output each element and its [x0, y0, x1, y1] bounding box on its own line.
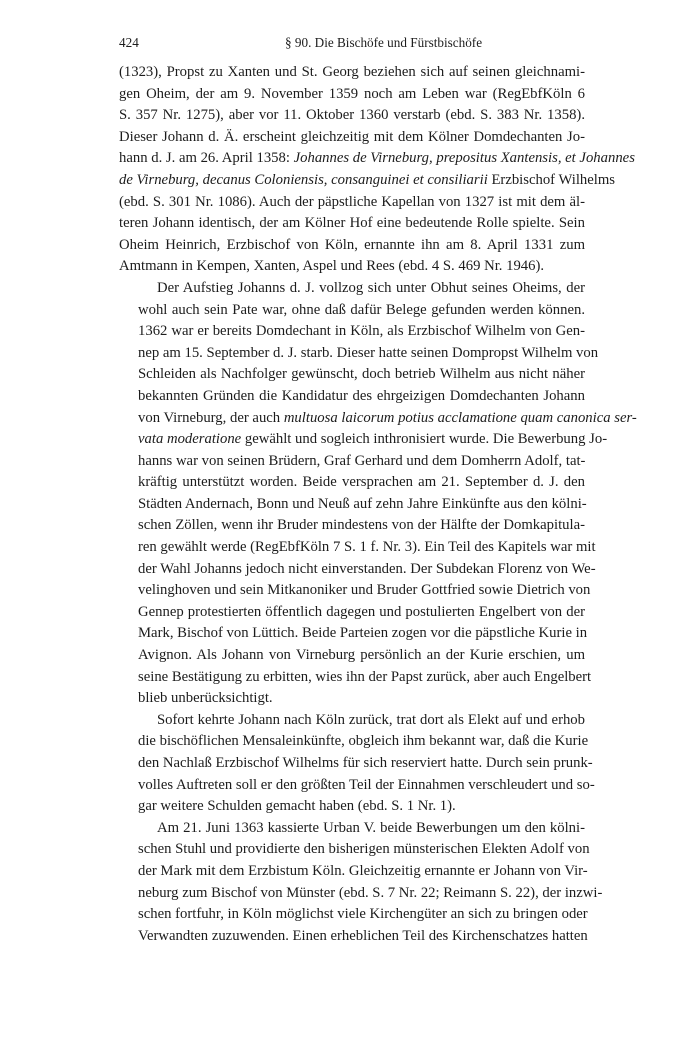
- text-run: Amtmann in Kempen, Xanten, Aspel und Rees (ebd. 4 S. 469 Nr. 1946).: [119, 258, 545, 275]
- text-line: [119, 278, 585, 300]
- body-text: [119, 62, 637, 947]
- text-run: von Virneburg, der auch: [138, 409, 284, 426]
- text-line: [119, 623, 588, 645]
- page-header: [119, 34, 585, 52]
- text-run: S. 357 Nr. 1275), aber vor 11. Oktober 1360 verstarb (ebd. S. 383 Nr. 1358).: [119, 107, 585, 124]
- running-head: § 90. Die Bischöfe und Fürstbischöfe: [285, 35, 483, 50]
- text-line: [119, 408, 637, 430]
- text-line: [119, 904, 588, 926]
- text-line: [119, 883, 603, 905]
- text-run: kräftig unterstützt worden. Beide versprachen am 21. September d. J. den: [138, 474, 585, 491]
- text-run: gewählt und sogleich inthronisiert wurde. Die Bewerbung Jo-: [241, 431, 608, 448]
- text-line: [119, 451, 585, 473]
- text-run: (ebd. S. 301 Nr. 1086). Auch der päpstliche Kapellan von 1327 ist mit dem äl-: [119, 193, 585, 210]
- text-line: [119, 753, 593, 775]
- text-line: [119, 213, 585, 235]
- paragraph: [119, 278, 637, 710]
- text-line: [119, 688, 585, 710]
- text-line: [119, 494, 585, 516]
- text-line: [119, 537, 596, 559]
- text-line: [119, 580, 591, 602]
- text-run: Dieser Johann d. Ä. erscheint gleichzeitig mit dem Kölner Domdechanten Jo-: [119, 128, 585, 145]
- text-run: Verwandten zuzuwenden. Einen erheblichen Teil des Kirchenschatzes hatten: [138, 927, 588, 944]
- text-run: schen fortfuhr, in Köln möglichst viele Kirchengüter an sich zu bringen oder: [138, 906, 588, 923]
- text-run: Der Aufstieg Johanns d. J. vollzog sich unter Obhut seines Oheims, der: [157, 279, 585, 296]
- paragraph: [119, 710, 595, 818]
- italic-text: vata moderatione: [138, 431, 242, 448]
- text-run: blieb unberücksichtigt.: [138, 690, 273, 707]
- text-run: seine Bestätigung zu erbitten, wies ihn der Papst zurück, aber auch Engelbert: [138, 668, 592, 685]
- text-line: [119, 839, 590, 861]
- text-run: bekannten Gründen die Kandidatur des ehrgeizigen Domdechanten Johann: [138, 387, 585, 404]
- text-line: [119, 170, 615, 192]
- text-line: [119, 818, 585, 840]
- text-run: ren gewählt werde (RegEbfKöln 7 S. 1 f. Nr. 3). Ein Teil des Kapitels war mit: [138, 539, 596, 556]
- text-line: [119, 148, 635, 170]
- text-run: Sofort kehrte Johann nach Köln zurück, trat dort als Elekt auf und erhob: [157, 711, 585, 728]
- text-line: [119, 710, 585, 732]
- text-line: [119, 235, 585, 257]
- text-run: der Mark mit dem Erzbistum Köln. Gleichzeitig ernannte er Johann von Vir-: [138, 862, 588, 879]
- text-run: teren Johann identisch, der am Kölner Hof eine bedeutende Rolle spielte. Sein: [119, 215, 585, 232]
- text-line: [119, 364, 585, 386]
- italic-text: Johannes de Virneburg, prepositus Xantensis, et Johannes: [293, 150, 635, 167]
- text-line: [119, 386, 585, 408]
- text-line: [119, 926, 588, 948]
- text-line: [119, 861, 588, 883]
- text-line: [119, 559, 596, 581]
- text-line: [119, 645, 585, 667]
- text-run: gen Oheim, der am 9. November 1359 noch am Leben war (RegEbfKöln 6: [119, 85, 585, 102]
- text-run: Gennep protestierten öffentlich dagegen und postulierten Engelbert von der: [138, 603, 585, 620]
- text-run: den Nachlaß Erzbischof Wilhelms für sich reserviert hatte. Durch sein prunk-: [138, 755, 593, 771]
- italic-text: multuosa laicorum potius acclamatione quam canonica ser-: [283, 409, 637, 426]
- text-line: [119, 667, 592, 689]
- text-run: Erzbischof Wilhelms: [487, 171, 615, 188]
- text-run: velinghoven und sein Mitkanoniker und Bruder Gottfried sowie Dietrich von: [138, 582, 591, 599]
- text-line: [119, 515, 585, 537]
- text-line: [119, 775, 595, 797]
- text-line: [119, 256, 585, 278]
- text-line: [119, 127, 585, 149]
- text-run: gar weitere Schulden gemacht haben (ebd. S. 1 Nr. 1).: [138, 798, 456, 815]
- text-run: neburg zum Bischof von Münster (ebd. S. 7 Nr. 22; Reimann S. 22), der inzwi-: [138, 884, 603, 901]
- text-run: (1323), Propst zu Xanten und St. Georg beziehen sich auf seinen gleichnami-: [119, 64, 585, 80]
- text-run: nep am 15. September d. J. starb. Dieser hatte seinen Dompropst Wilhelm von: [138, 344, 599, 361]
- text-run: volles Auftreten soll er den größten Teil der Einnahmen verschleudert und so-: [138, 776, 595, 793]
- text-line: [119, 300, 585, 322]
- text-line: [119, 731, 589, 753]
- text-run: hann d. J. am 26. April 1358:: [119, 150, 294, 167]
- text-run: Schleiden als Nachfolger gewünscht, doch betrieb Wilhelm aus nicht näher: [138, 366, 585, 383]
- text-line: [119, 472, 585, 494]
- text-run: der Wahl Johanns jedoch nicht einverstanden. Der Subdekan Florenz von We-: [138, 560, 596, 577]
- text-run: Oheim Heinrich, Erzbischof von Köln, ernannte ihn am 8. April 1331 zum: [119, 236, 585, 253]
- text-run: Avignon. Als Johann von Virneburg persönlich an der Kurie erschien, um: [138, 647, 585, 664]
- paragraph: [119, 62, 635, 278]
- text-run: 1362 war er bereits Domdechant in Köln, als Erzbischof Wilhelm von Gen-: [138, 323, 585, 340]
- text-run: hanns war von seinen Brüdern, Graf Gerhard und dem Domherrn Adolf, tat-: [138, 452, 586, 469]
- text-run: Städten Andernach, Bonn und Neuß auf zehn Jahre Einkünfte aus den kölni-: [138, 495, 587, 512]
- text-line: [119, 105, 585, 127]
- text-run: die bischöflichen Mensaleinkünfte, obgleich ihm bekannt war, daß die Kurie: [138, 733, 589, 750]
- text-line: [119, 343, 599, 365]
- text-run: schen Stuhl und providierte den bisherigen münsterischen Elekten Adolf von: [138, 841, 590, 858]
- text-run: Mark, Bischof von Lüttich. Beide Parteien zogen vor die päpstliche Kurie in: [138, 625, 588, 642]
- text-run: Am 21. Juni 1363 kassierte Urban V. beide Bewerbungen um den kölni-: [157, 819, 585, 836]
- text-line: [119, 321, 585, 343]
- text-line: [119, 429, 608, 451]
- text-line: [119, 796, 585, 818]
- text-line: [119, 192, 585, 214]
- text-line: [119, 62, 585, 84]
- text-line: [119, 84, 585, 106]
- text-run: schen Zöllen, wenn ihr Bruder mindestens von der Hälfte der Domkapitula-: [138, 517, 585, 534]
- paragraph: [119, 818, 603, 948]
- page-number: 424: [119, 35, 139, 50]
- text-line: [119, 602, 585, 624]
- book-page: [119, 34, 637, 947]
- italic-text: de Virneburg, decanus Coloniensis, consanguinei et consiliarii: [119, 171, 488, 188]
- text-run: wohl auch sein Pate war, ohne daß dafür Belege gefunden werden können.: [138, 301, 585, 318]
